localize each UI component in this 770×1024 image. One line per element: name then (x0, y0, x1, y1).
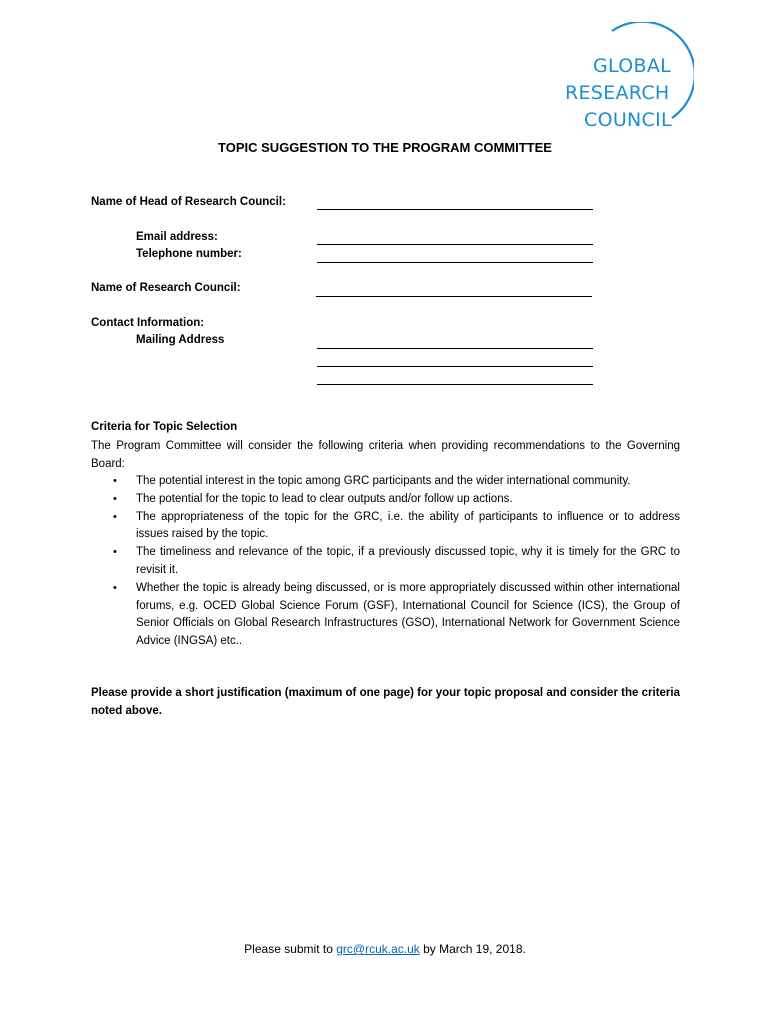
criteria-item: • Whether the topic is already being discussed, or is more appropriately discussed within other international forums, e.g. OCED Global Science Forum (GSF), International Council for Science (ICS), the Group of Senior Officials on Global Research Infrastructures (GSO), International Network for Government Science Advice (INGSA) etc.. (113, 581, 680, 648)
logo-text-research: RESEARCH (565, 82, 670, 104)
bullet-icon: • (113, 581, 117, 594)
mailing-address-field-2[interactable] (317, 366, 593, 367)
logo-text-global: GLOBAL (593, 55, 672, 77)
bullet-icon: • (113, 492, 117, 505)
criteria-list (91, 473, 680, 651)
page-title: TOPIC SUGGESTION TO THE PROGRAM COMMITTEE (218, 140, 552, 155)
bullet-icon: • (113, 475, 117, 487)
justification-request: Please provide a short justification (maximum of one page) for your topic proposal and consider the criteria noted above. (91, 687, 680, 717)
council-name-label: Name of Research Council: (91, 282, 241, 294)
email-link[interactable]: grc@rcuk.ac.uk (336, 942, 420, 956)
phone-field[interactable] (317, 262, 593, 263)
contact-info-label: Contact Information: (91, 317, 205, 329)
bullet-icon: • (113, 546, 117, 559)
mailing-address-field-1[interactable] (317, 348, 593, 349)
criteria-heading: Criteria for Topic Selection (91, 421, 238, 433)
submission-footer: Please submit to grc@rcuk.ac.uk by March 19, 2018. (244, 942, 526, 956)
head-of-council-label: Name of Head of Research Council: (91, 196, 286, 208)
logo-text-council: COUNCIL (584, 109, 672, 131)
criteria-item: • The potential interest in the topic among GRC participants and the wider international community. (91, 473, 680, 491)
mailing-address-label: Mailing Address (136, 334, 225, 346)
criteria-item: • The potential for the topic to lead to clear outputs and/or follow up actions. (91, 491, 680, 509)
bullet-icon: • (113, 510, 117, 523)
head-of-council-field[interactable] (317, 209, 593, 210)
email-field[interactable] (317, 244, 593, 245)
criteria-item: • The appropriateness of the topic for the GRC, i.e. the ability of participants to influence or to address issues raised by the topic. (113, 510, 680, 541)
criteria-intro: The Program Committee will consider the following criteria when providing recommendations to the Governing Board: (91, 440, 680, 470)
council-name-field[interactable] (316, 296, 592, 297)
criteria-item: • The timeliness and relevance of the topic, if a previously discussed topic, why it is timely for the GRC to revisit it. (113, 546, 680, 576)
email-label: Email address: (136, 231, 218, 243)
phone-label: Telephone number: (136, 248, 242, 260)
mailing-address-field-3[interactable] (317, 384, 593, 385)
